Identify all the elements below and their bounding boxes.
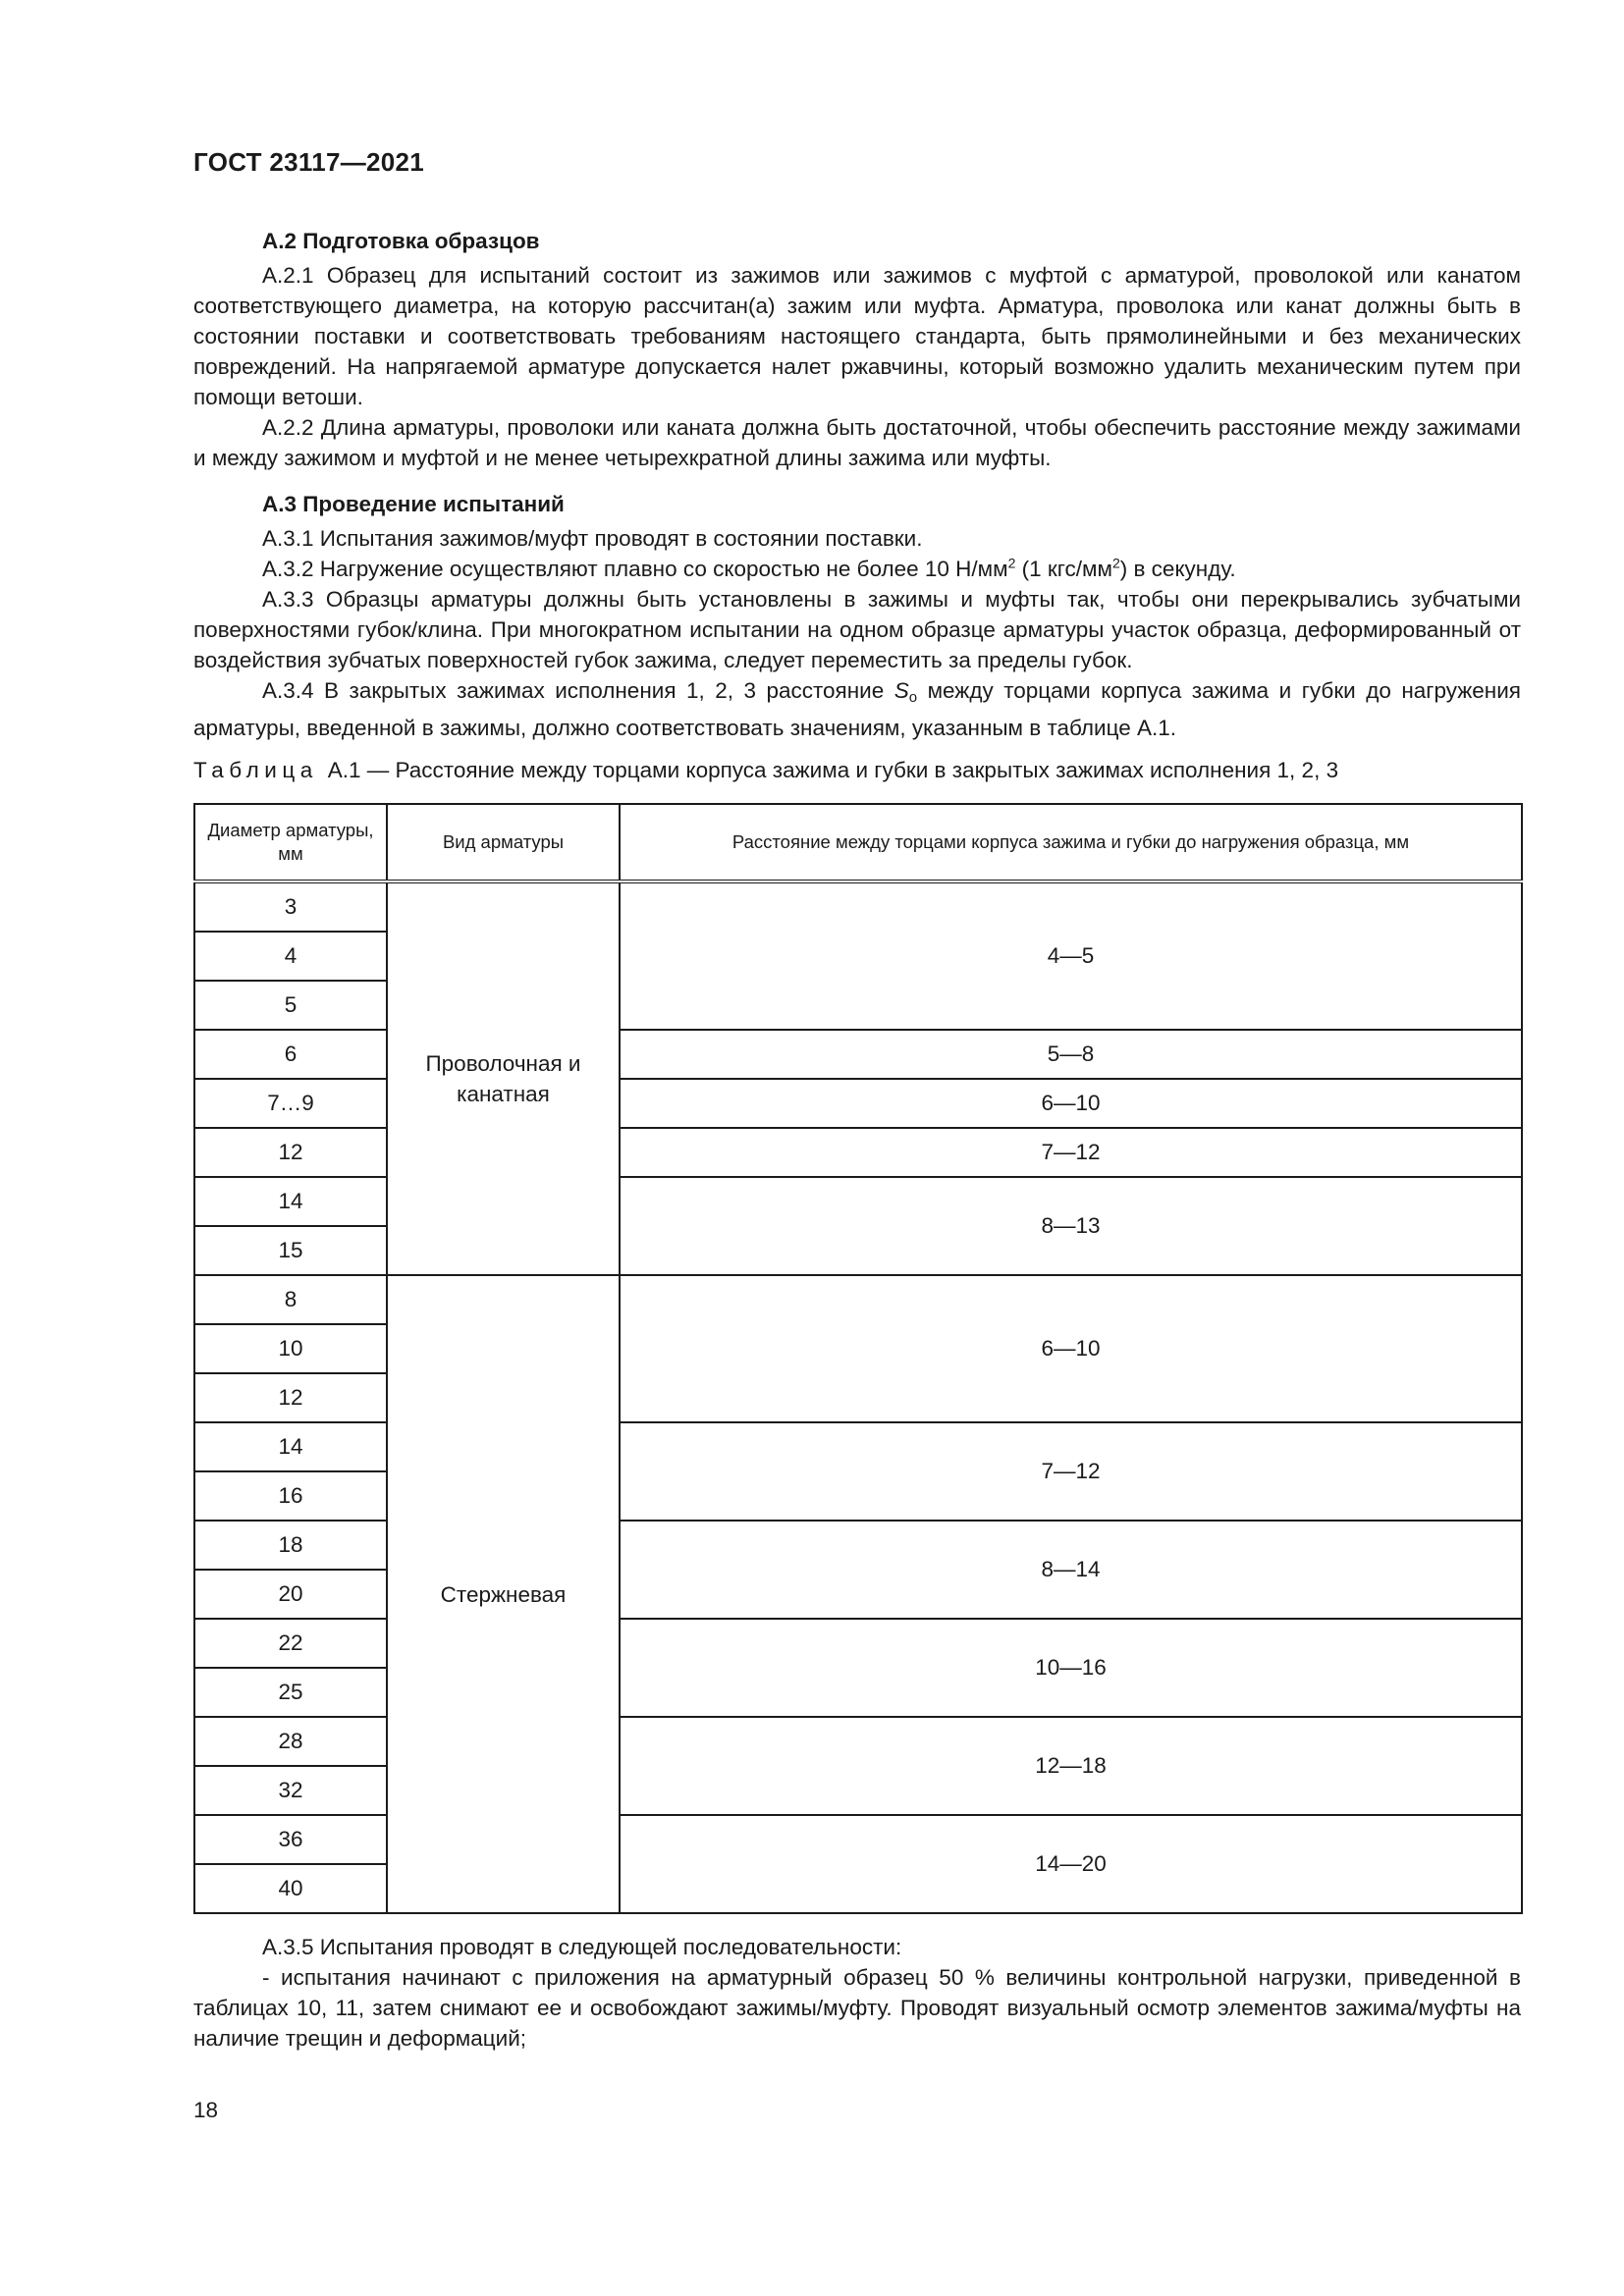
distance-cell: 4—5 [620,881,1522,1030]
diameter-cell: 6 [194,1030,387,1079]
diameter-cell: 32 [194,1766,387,1815]
paragraph-a3-2-text-middle: (1 кгс/мм [1015,557,1112,581]
paragraph-a2-1: А.2.1 Образец для испытаний состоит из зажимов или зажимов с муфтой с арматурой, проволокой или канатом соответствующего диаметра, на которую рассчитан(а) зажим или муфта. Арматура, проволока или канат должны быть в состоянии поставки и соответствовать требованиям настоящего стандарта, быть прямолинейными и без механических повреждений. На напрягаемой арматуре допускается налет ржавчины, который возможно удалить механическим путем при помощи ветоши. [193,263,1521,409]
header-diameter: Диаметр арматуры, мм [194,804,387,881]
diameter-cell: 15 [194,1226,387,1275]
distance-table [193,803,1523,1914]
paragraph-a2-2: А.2.2 Длина арматуры, проволоки или каната должна быть достаточной, чтобы обеспечить расстояние между зажимами и между зажимом и муфтой и не менее четырехкратной длины зажима или муфты. [193,415,1521,470]
superscript-squared: 2 [1111,555,1120,571]
diameter-cell: 14 [194,1177,387,1226]
paragraph-a3-1: А.3.1 Испытания зажимов/муфт проводят в состоянии поставки. [262,526,923,551]
paragraph-a3-4-text-end: между торцами корпуса зажима и губки до нагружения арматуры, введенной в зажимы, должно соответствовать значениям, указанным в таблице А.1. [193,678,1521,740]
diameter-cell: 28 [194,1717,387,1766]
section-a2-heading: А.2 Подготовка образцов [262,229,540,253]
diameter-cell: 3 [194,881,387,932]
section-a3-5 [193,1932,1521,2054]
table-caption-prefix: Таблица [193,758,318,782]
document-id-header: ГОСТ 23117—2021 [193,147,425,177]
paragraph-a3-2-text-start: А.3.2 Нагружение осуществляют плавно со скоростью не более 10 Н/мм [262,557,1008,581]
diameter-cell: 36 [194,1815,387,1864]
table-caption [193,758,1338,783]
type-cell-wire: Проволочная и канатная [387,881,620,1275]
diameter-cell: 12 [194,1373,387,1422]
distance-cell: 14—20 [620,1815,1522,1913]
distance-cell: 10—16 [620,1619,1522,1717]
diameter-cell: 22 [194,1619,387,1668]
diameter-cell: 7…9 [194,1079,387,1128]
paragraph-a3-5-2: - испытания начинают с приложения на арматурный образец 50 % величины контрольной нагрузки, приведенной в таблицах 10, 11, затем снимают ее и освобождают зажимы/муфту. Проводят визуальный осмотр элементов зажима/муфты на наличие трещин и деформаций; [193,1965,1521,2051]
distance-symbol: S [893,678,909,703]
distance-cell: 12—18 [620,1717,1522,1815]
header-type: Вид арматуры [387,804,620,881]
distance-cell: 5—8 [620,1030,1522,1079]
page-number: 18 [193,2098,219,2122]
paragraph-a3-2-text-end: ) в секунду. [1119,557,1236,581]
diameter-cell: 16 [194,1471,387,1521]
distance-cell: 8—13 [620,1177,1522,1275]
diameter-cell: 40 [194,1864,387,1913]
diameter-cell: 8 [194,1275,387,1324]
paragraph-a3-4 [193,675,1521,743]
paragraph-a3-2 [193,554,1521,584]
section-a3 [193,489,1521,743]
table-row [194,1275,1522,1324]
diameter-cell: 5 [194,981,387,1030]
diameter-cell: 4 [194,932,387,981]
diameter-cell: 20 [194,1570,387,1619]
diameter-cell: 14 [194,1422,387,1471]
paragraph-a3-3: А.3.3 Образцы арматуры должны быть установлены в зажимы и муфты так, чтобы они перекрывались зубчатыми поверхностями губок/клина. При многократном испытании на одном образце арматуры участок образца, деформированный от воздействия зубчатых поверхностей губок зажима, следует переместить за пределы губок. [193,587,1521,672]
diameter-cell: 18 [194,1521,387,1570]
distance-cell: 6—10 [620,1275,1522,1422]
distance-cell: 6—10 [620,1079,1522,1128]
distance-cell: 7—12 [620,1128,1522,1177]
section-a2 [193,226,1521,473]
table-header-row [194,804,1522,881]
table-caption-text: А.1 — Расстояние между торцами корпуса зажима и губки в закрытых зажимах исполнения 1, 2, 3 [327,758,1339,782]
diameter-cell: 10 [194,1324,387,1373]
paragraph-a3-4-text-start: А.3.4 В закрытых зажимах исполнения 1, 2, 3 расстояние [262,678,894,703]
paragraph-a3-5-1: А.3.5 Испытания проводят в следующей последовательности: [262,1935,902,1959]
distance-cell: 7—12 [620,1422,1522,1521]
table-row [194,881,1522,932]
header-distance: Расстояние между торцами корпуса зажима и губки до нагружения образца, мм [620,804,1522,881]
diameter-cell: 12 [194,1128,387,1177]
section-a3-heading: А.3 Проведение испытаний [262,492,565,516]
distance-symbol-subscript: о [908,689,918,706]
diameter-cell: 25 [194,1668,387,1717]
distance-cell: 8—14 [620,1521,1522,1619]
superscript-squared: 2 [1007,555,1016,571]
type-cell-rod: Стержневая [387,1275,620,1913]
